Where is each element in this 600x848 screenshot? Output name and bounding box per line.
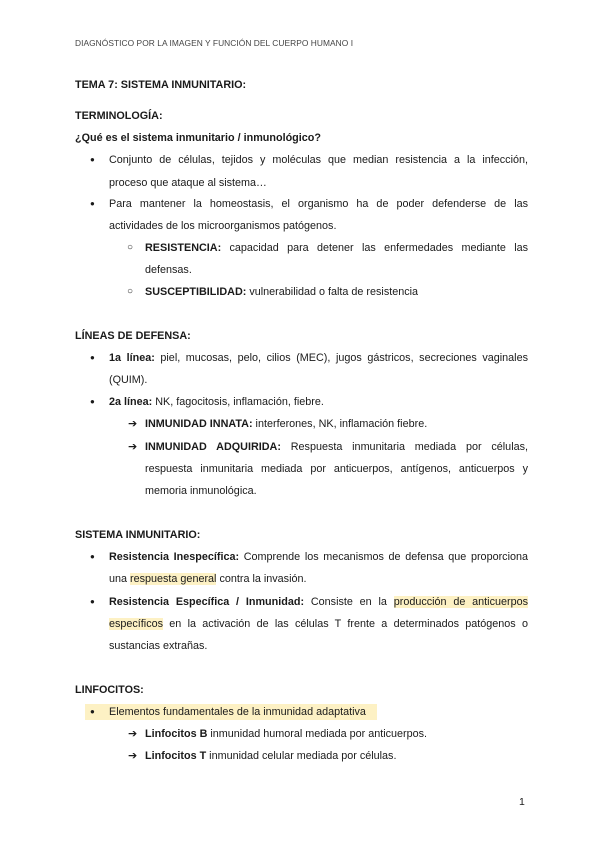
section-heading-system: SISTEMA INMUNITARIO: — [75, 529, 201, 541]
nonspecific-resistance-text: Comprende los mecanismos de defensa que proporciona — [239, 551, 528, 563]
b-lymphocytes — [145, 727, 427, 741]
page-title: TEMA 7: SISTEMA INMUNITARIO: — [75, 79, 247, 91]
nonspecific-resistance-label: Resistencia Inespecífica: — [109, 551, 240, 563]
innate-immunity-text: interferones, NK, inflamación fiebre. — [252, 418, 428, 430]
specific-resistance-label: Resistencia Específica / Inmunidad: — [109, 596, 305, 608]
page-number: 1 — [519, 796, 525, 808]
defense-b1-line2: (QUIM). — [109, 374, 148, 386]
bullet-icon: ● — [90, 707, 95, 716]
text-fragment: contra la invasión. — [216, 573, 307, 585]
defense-first-line-label: 1a línea: — [109, 352, 155, 364]
defense-b1-line1 — [109, 351, 528, 365]
acquired-immunity-label: INMUNIDAD ADQUIRIDA: — [145, 441, 281, 453]
terminology-b1-line1: Conjunto de células, tejidos y moléculas que median resistencia a la infección, — [109, 154, 528, 166]
system-b2-line1 — [109, 595, 528, 609]
circle-bullet-icon: ○ — [127, 242, 134, 253]
defense-second-line-label: 2a línea: — [109, 396, 153, 408]
terminology-b2-line1: Para mantener la homeostasis, el organismo ha de poder defenderse de las — [109, 198, 528, 210]
lymphocytes-b1: Elementos fundamentales de la inmunidad adaptativa — [109, 706, 366, 718]
t-lymphocytes — [145, 749, 396, 763]
b-lymphocytes-label: Linfocitos B — [145, 728, 208, 740]
arrow-icon: ➔ — [128, 418, 138, 430]
term-susceptibilidad-def: vulnerabilidad o falta de resistencia — [246, 286, 419, 298]
innate-immunity — [145, 417, 427, 431]
acquired-immunity-line2: respuesta inmunitaria mediada por anticuerpos, antígenos, anticuerpos y — [145, 463, 528, 475]
term-resistencia-line1 — [145, 241, 528, 255]
term-resistencia-line2: defensas. — [145, 264, 192, 276]
section-heading-terminology: TERMINOLOGÍA: — [75, 110, 163, 122]
t-lymphocytes-text: inmunidad celular mediada por células. — [206, 750, 397, 762]
bullet-icon: ● — [90, 397, 95, 406]
acquired-immunity-text: Respuesta inmunitaria mediada por células, — [280, 441, 528, 453]
highlighted-text: específicos — [109, 618, 164, 630]
bullet-icon: ● — [90, 353, 95, 362]
t-lymphocytes-label: Linfocitos T — [145, 750, 207, 762]
bullet-icon: ● — [90, 155, 95, 164]
arrow-icon: ➔ — [128, 441, 138, 453]
bullet-icon: ● — [90, 597, 95, 606]
term-susceptibilidad-label: SUSCEPTIBILIDAD: — [145, 286, 247, 298]
system-b1-line1 — [109, 550, 528, 564]
bullet-icon: ● — [90, 552, 95, 561]
system-b2-line3: sustancias extrañas. — [109, 640, 208, 652]
highlighted-text: respuesta general — [130, 573, 217, 585]
section-heading-lymphocytes: LINFOCITOS: — [75, 684, 144, 696]
text-fragment: Consiste en la — [304, 596, 394, 608]
terminology-b2-line2: actividades de los microorganismos patógenos. — [109, 220, 337, 232]
innate-immunity-label: INMUNIDAD INNATA: — [145, 418, 253, 430]
b-lymphocytes-text: inmunidad humoral mediada por anticuerpos. — [207, 728, 428, 740]
defense-b2 — [109, 395, 324, 409]
bullet-icon: ● — [90, 199, 95, 208]
acquired-immunity-line1 — [145, 440, 528, 454]
section-heading-defense: LÍNEAS DE DEFENSA: — [75, 330, 191, 342]
highlighted-text: producción de anticuerpos — [393, 596, 528, 608]
text-fragment: en la activación de las células T frente a determinados patógenos o — [163, 618, 528, 630]
running-header: DIAGNÓSTICO POR LA IMAGEN Y FUNCIÓN DEL CUERPO HUMANO I — [75, 38, 354, 48]
system-b2-line2 — [109, 617, 528, 631]
arrow-icon: ➔ — [128, 750, 138, 762]
system-b1-line2 — [109, 572, 306, 586]
term-resistencia-def: capacidad para detener las enfermedades mediante las — [221, 242, 528, 254]
term-resistencia: RESISTENCIA: — [145, 242, 222, 254]
defense-second-line-text: NK, fagocitosis, inflamación, fiebre. — [152, 396, 324, 408]
terminology-question: ¿Qué es el sistema inmunitario / inmunológico? — [75, 132, 321, 144]
term-susceptibilidad — [145, 285, 418, 299]
terminology-b1-line2: proceso que ataque al sistema… — [109, 177, 267, 189]
defense-first-line-text: piel, mucosas, pelo, cilios (MEC), jugos gástricos, secreciones vaginales — [154, 352, 528, 364]
arrow-icon: ➔ — [128, 728, 138, 740]
acquired-immunity-line3: memoria inmunológica. — [145, 485, 257, 497]
text-fragment: una — [109, 573, 131, 585]
circle-bullet-icon: ○ — [127, 286, 134, 297]
